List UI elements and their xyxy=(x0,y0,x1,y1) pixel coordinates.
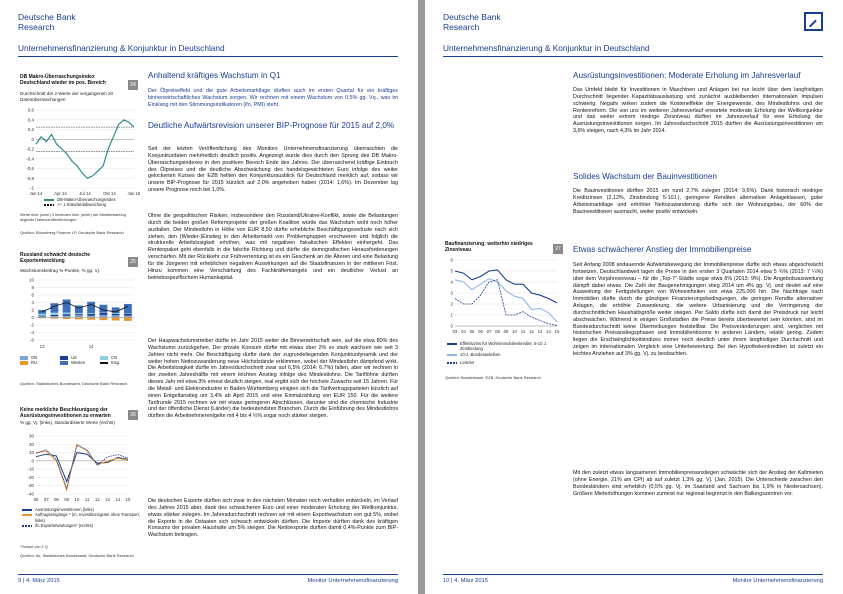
chart25-xtick-label: 14 xyxy=(88,344,94,349)
chart26-ytick-label: -30 xyxy=(27,483,34,489)
chart25-bar-ru xyxy=(112,318,120,321)
chart25-bar-westen xyxy=(87,302,95,313)
chart26-ytick-label: 0 xyxy=(31,458,34,464)
chart26-legend-2: Auftragseingänge * (m. Investitionsgüter ohne Transport, links) xyxy=(35,512,140,523)
chart26-xtick-label: 08 xyxy=(54,497,59,502)
chart24-number: 24 xyxy=(128,80,138,90)
footer-rule xyxy=(18,574,398,575)
chart26-ytick-label: -20 xyxy=(27,474,34,480)
heading-gdp-forecast: Deutliche Aufwärtsrevision unserer BIP-Prognose für 2015 auf 2,0% xyxy=(148,121,395,130)
chart25-bar-cn xyxy=(38,314,46,316)
chart27-ytick-label: 1 xyxy=(450,312,453,318)
chart25-number: 25 xyxy=(128,257,138,267)
chart27-ytick-label: 3 xyxy=(450,290,453,296)
chart25-ytick-label: 10 xyxy=(28,277,34,283)
chart26-subtitle: % gg. Vj. (links), standardisierte Werte (rechts) xyxy=(20,420,115,425)
chart25-ytick-label: 2 xyxy=(31,307,34,313)
chart27-xticks xyxy=(453,329,560,334)
chart27-svg xyxy=(441,256,565,336)
chart25-bar-ru xyxy=(50,318,58,319)
chart24-xtick-label: Jan 15 xyxy=(127,191,140,196)
heading-growth-q1: Anhaltend kräftiges Wachstum in Q1 xyxy=(148,71,281,80)
deutsche-bank-logo-icon xyxy=(804,12,823,31)
chart24-legend-2: +/- 1 Standardabweichung xyxy=(57,202,107,208)
paragraph-forecast: Seit der letzten Veröffentlichung des Monitors Unternehmensfinanzierung überraschten die Konjunkturdaten mehrheitlich deutlich positiv. Angezeigt wurde dies durch den Sprung des DB Makro-Überraschungsindexes in den positiven Bereich Ende des Jahres. Der überraschend kräftige Einbruch des Ölpreises und die deutliche Abschwächung des handelsgewichteten Euro infolge des weiter gelockerten Kurses der EZB hellten den Konjunkturausblick für Deutschland merklich auf, sodass wir unsere BIP-Prognose für 2015 kürzlich auf 2,0% angehoben haben (2014: 1,6%). Im Dezember lag unsere Prognose noch bei 1,0%. xyxy=(148,146,398,194)
chart27-legend-1: Effektivzins für Wohnimmobilienkredite, 5-10 J. Zinsbindung xyxy=(460,341,547,352)
chart25-bar-cn xyxy=(112,313,120,314)
paragraph-real-estate: Seit Anfang 2008 andauernde Aufwärtsbewegung der Immobilienpreise dürfte sich etwas abgeschwächt fortsetzen. Deutschlandweit lagen die Preise in den ersten 3 Quartalen 2014 etwa 5 ¾% (2013: 7 ¼%) über dem Vorjahresniveau – für die „Top-7“-Städte sogar etwa 6% (2013: 9%). Die Angebotsausweitung dämpft dabei etwas. Die Zahl der Baugenehmigungen stieg 2014 um 4% gg. Vj. und deutet auf eine Ausweitung der Fertigstellungen von Wohneinheiten von etwa 225.000 hin. Die Nachfrage nach Immobilien dürfte durch die günstigen Finanzierungsbedingungen, die geringen Rendite alternativer Anlagen, die erhöhte Zuwanderung, die weitere Urbanisierung und die Verringerung der durchschnittlichen Haushaltsgröße weiter steigen. Per Saldo dürfte sich damit der Preisdruck nur leicht abschwächen. Während in einigen Großstädten die Preise bereits überbewertet sein könnten, sind im Bundesdurchschnitt keine Übertreibungen feststellbar. Die Preisveränderungen sind, verglichen mit historischen Preisanstiegsphasen und Immobilienbooms in anderen Ländern, relativ gering. Zudem liegen die Erschwinglichkeitsindizes immer noch deutlich unter ihrem langfristigen Durchschnitt und zeigen im internationalen Vergleich eine Unterbewertung. Bei den Hypothekenkrediten ist zuletzt ein leichtes Anziehen auf 3% gg. Vj. zu beobachten. xyxy=(573,262,823,357)
chart27-xtick-label: 15 xyxy=(554,329,560,334)
brand-subname: Research xyxy=(18,22,55,32)
chart25-bar-gb xyxy=(87,316,95,318)
chart26-ifo-line xyxy=(36,445,128,488)
chart26-source: Quellen: ifo, Statistisches Bundesamt, Deutsche Bank Research xyxy=(20,553,134,558)
chart24-xtick-label: Apr 14 xyxy=(54,191,67,196)
chart24-note: Werte über (unter) 0 bedeuten über (unter) der Markterwartung liegende Datenveröffentlichungen xyxy=(20,213,126,222)
chart25-bar-cn xyxy=(87,313,95,314)
chart25-bar-gb xyxy=(112,315,120,317)
chart24-ytick-label: -0,8 xyxy=(26,175,34,181)
chart27-xtick-label: 03 xyxy=(452,329,458,334)
chart27-legend-2: 10-J. Bundesanleihen xyxy=(460,351,501,357)
chart25-xtick-label: 13 xyxy=(39,344,45,349)
chart27-policy-rate-line xyxy=(455,280,557,326)
chart27-ytick-label: 5 xyxy=(450,268,453,274)
chart25-bar-gb xyxy=(99,315,107,318)
chart25-bar-us xyxy=(112,314,120,316)
chart25-svg xyxy=(16,276,140,352)
chart25-bar-gb xyxy=(38,316,46,317)
chart25-bar-us xyxy=(99,313,107,315)
chart27-xtick-label: 13 xyxy=(537,329,543,334)
chart25-ytick-label: 0 xyxy=(31,315,34,320)
chart25-bar-westen xyxy=(63,300,71,313)
chart25-legend-item: CN xyxy=(100,355,140,360)
chart27-xtick-label: 10 xyxy=(512,329,517,334)
footer-right xyxy=(443,578,823,584)
chart25-bar-ru xyxy=(63,318,71,320)
chart26-yticks xyxy=(27,434,128,497)
chart25-bar-us xyxy=(50,315,58,316)
chart25-bar-us xyxy=(63,314,71,316)
chart25-bar-westen xyxy=(124,304,132,313)
chart25-bar-us xyxy=(38,316,46,317)
header-rule xyxy=(18,56,398,57)
chart27-xtick-label: 07 xyxy=(486,329,492,334)
chart25-ytick-label: 6 xyxy=(31,292,34,298)
chart27-xtick-label: 14 xyxy=(546,329,551,334)
paragraph-rents: Mit den zuletzt etwas langsameren Immobilienpreisanstiegen schwächte sich der Anstieg der Kaltmieten (ohne Energie, 21% am CPI) ab auf zuletzt 1,3% gg. Vj. (Jan. 2015). Die Unterschiede zwischen den Bundesländern sind erheblich (0,5% gg. Vj. im Saarland und Sachsen bis 1,9% in Niedersachsen). Größere Mieterhöhungen kommen zumeist nur regional begrenzt in den Ballungszentren vor. xyxy=(573,470,823,497)
chart27-legend-3: Leitzins xyxy=(460,360,475,366)
chart24-ytick-label: -0,6 xyxy=(26,166,34,171)
chart25-legend-item: RU xyxy=(20,360,60,365)
paragraph-domestic: Der Haupwachstumstreiber dürfte im Jahr 2015 weiter die Binnenwirtschaft sein, auf die etwa 80% des Wachstums zurückgehen. Der private Konsum dürfte mit etwas über 2% so stark wachsen wie seit 3 Jahren nicht mehr. Die Beschäftigung dürfte dank der zugrundeliegenden Konjunkturdynamik und der weiter hohen Nettozuwanderung neue Höchststände erklimmen, wobei der Mindestlohn dämpfend wirkt. Die Arbeitslosigkeit dürfte im Jahresdurchschnitt zwar auf 6,5% (2014: 6,7%) fallen, aber wir rechnen in der zweiten Jahreshälfte mit einem leichten Anstieg infolge des Mindestlohns. Die Tariflöhne dürften dieses Jahr mit etwa 3% erneut deutlich steigen, real ergibt sich der höchste Zuwachs seit 15 Jahren. Für die Metall- und Elektroindustrie in Baden-Württemberg einigten sich die Tarifvertragsparteien kürzlich auf einen Entgeltanstieg um 3,4% ab April 2015 und eine Einmalzahlung von EUR 150. Für die weitere Tarifrunde 2015 rechnen wir mit etwas geringeren Abschlüssen, darunter sind die chemische Industrie und der öffentliche Dienst (Länder) die bedeutendsten Branchen. Durch die Einführung des Mindestlohns dürften die Arbeitnehmerentgelte mit 4 bis 4 ½% sogar noch stärker steigen. xyxy=(148,338,398,420)
chart26-xticks xyxy=(34,497,131,502)
chart25-bar-ru xyxy=(87,318,95,320)
chart25-legend-item: GB xyxy=(20,355,60,360)
chart27-xtick-label: 06 xyxy=(478,329,483,334)
footer-left xyxy=(18,578,398,584)
chart26-ytick-label: 20 xyxy=(28,441,34,447)
chart24-subtitle: Durchschnitt der z-Werte der vergangenen 20 Datenüberraschungen xyxy=(20,91,114,102)
chart26-legend-3: ifo Exporterwartungen* (rechts) xyxy=(35,523,93,529)
chart25-bar-cn xyxy=(75,313,83,314)
chart24-ytick-label: -0,2 xyxy=(26,146,34,152)
chart25-legend-item: Westen xyxy=(60,360,100,365)
chart25-legend-item: US xyxy=(60,355,100,360)
page-left xyxy=(0,0,418,594)
chart24-ytick-label: 0,6 xyxy=(27,107,34,113)
chart27-xtick-label: 08 xyxy=(495,329,500,334)
chart27-legend xyxy=(447,341,565,366)
heading-construction: Solides Wachstum der Bauinvestitionen xyxy=(573,172,717,181)
chart26-ytick-label: 10 xyxy=(28,450,34,456)
chart27-ytick-label: 2 xyxy=(450,301,453,307)
page-number-right: 10 | 4. März 2015 xyxy=(443,578,489,584)
chart27-ytick-label: 0 xyxy=(450,323,453,329)
chart25-source: Quellen: Statistisches Bundesamt, Deutsche Bank Research xyxy=(20,381,128,386)
chart26-ytick-label: -10 xyxy=(27,466,34,472)
chart24-title: DB Makro-Überraschungsindex Deutschland wieder im pos. Bereich xyxy=(20,74,106,86)
chart26-xtick-label: 15 xyxy=(125,497,131,502)
chart27-xtick-label: 09 xyxy=(503,329,509,334)
chart24-xtick-label: Jan 14 xyxy=(29,191,43,196)
chart27-number: 27 xyxy=(553,244,563,254)
chart26-xtick-label: 11 xyxy=(84,497,90,502)
chart24-legend-1: DB-Makro-Überraschungsindex xyxy=(57,197,116,202)
chart27-ytick-label: 6 xyxy=(450,257,453,263)
chart25-xticks xyxy=(40,344,94,349)
chart26-xtick-label: 07 xyxy=(43,497,49,502)
chart25-bar-ru xyxy=(124,318,132,321)
paragraph-q1: Der Ölpreiseffekt und die gute Arbeitsmarktlage dürften auch im ersten Quartal für ein kräftiges binnenwirtschaftliches Wachstum sorgen. Wir rechnen mit einem Wachstum von 0,5% gg. Vq., was im Einklang mit den Stimmungsindikatoren (ifo, PMI) steht. xyxy=(148,88,398,108)
paragraph-construction: Die Bauinvestitionen dürften 2015 um rund 2,7% zulegen (2014: 3,6%). Dank historisch niedriger Kreditzinsen (2,12%, Zinsbindung 5-10J.), geringerer Renditen alternativer Anlageklassen, guter Arbeitsmarktlage und erhöhter Nettozuwanderung dürfte sich der Wohnungsbau, der 60% der Bauinvestitionen ausmacht, weiter positiv entwickeln. xyxy=(573,188,823,215)
publication-name-left: Monitor Unternehmensfinanzierung xyxy=(307,578,398,584)
chart25-subtitle: Wachstumsbeitrag %-Punkte, % gg. Vj. xyxy=(20,268,100,273)
page-number-left: 9 | 4. März 2015 xyxy=(18,578,60,584)
brand-name: Deutsche Bank xyxy=(18,12,76,22)
chart26-note: *Vorlauf von 1 Q. xyxy=(20,545,49,549)
chart25-title: Russland schwächt deutsche Exportentwicklung xyxy=(20,252,91,264)
chart25-bar-gb xyxy=(63,316,71,318)
chart27-ytick-label: 4 xyxy=(450,279,453,285)
chart24-xtick-label: Jul 14 xyxy=(79,191,91,196)
chart25-bar-ru xyxy=(99,318,107,321)
heading-equipment: Ausrüstungsinvestitionen: Moderate Erholung im Jahresverlauf xyxy=(573,71,801,80)
chart25-bar-cn xyxy=(50,313,58,315)
chart26-orders-line xyxy=(36,444,128,490)
page-right xyxy=(425,0,843,594)
chart26-xtick-label: 06 xyxy=(33,497,39,502)
chart26-xtick-label: 10 xyxy=(74,497,80,502)
chart24-ytick-label: 0 xyxy=(31,136,34,142)
brand-logo-text xyxy=(18,12,76,32)
chart27-xtick-label: 12 xyxy=(529,329,534,334)
chart25-ytick-label: -6 xyxy=(29,337,34,343)
chart25-legend-item: Insg. xyxy=(100,360,140,365)
chart25-bar-ru xyxy=(75,318,83,320)
chart26-legend-1: Ausrüstungsinvestitionen (links) xyxy=(35,507,94,512)
chart25-bar-gb xyxy=(75,315,83,317)
chart24-ytick-label: 0,4 xyxy=(27,117,34,123)
chart24-yticks xyxy=(26,108,134,191)
chart25-bar-us xyxy=(124,314,132,316)
chart27-mortgage-line xyxy=(455,270,557,303)
section-title-right: Unternehmensfinanzierung & Konjunktur in Deutschland xyxy=(443,43,650,53)
chart24-svg xyxy=(16,104,140,198)
brand-logo-text-right xyxy=(443,12,501,32)
chart26-xtick-label: 12 xyxy=(94,497,100,502)
paragraph-risks: Ohne die geopolitischen Risiken, insbesondere den Russland/Ukraine-Konflikt, sowie die Belastungen durch die beiden großen Reformprojekte der großen Koalition würde das Wachstum wohl noch höher ausfallen. Der Mindestlohn in Höhe von EUR 8,50 dürfte erhebliche Beschäftigungsverluste nach sich ziehen, den (Wieder-)Einstieg in den Arbeitsmarkt von Problemgruppen erschweren und folglich die strukturelle Arbeitslosigkeit erhöhen, was mit negativen fiskalischen Effekten einhergeht. Das Rentenpaket geht ebenfalls in die falsche Richtung und dürfte die demografischen Herausforderungen verschärfen. Mit der Rückkehr zur Frühverrentung ist es ein Geschenk an die Älteren und eine Belastung für die Jüngeren mit erheblichen negativen Auswirkungen auf die Staatsfinanzen in der mittleren Frist. Hinzu kommen eine Verschärfung des Fachkräftemangels und ein deutlicher Verlust an betriebsspezifischem Humankapital. xyxy=(148,213,398,281)
chart27-yticks xyxy=(450,258,557,329)
section-title: Unternehmensfinanzierung & Konjunktur in Deutschland xyxy=(18,43,225,53)
chart25-legend xyxy=(20,355,140,366)
paragraph-exports: Die deutschen Exporte dürften sich zwar in den nächsten Monaten noch verhalten entwickeln, im Verlauf des Jahres 2015 aber, dank des schwächeren Euro und einer moderaten Erholung der Weltkonjunktur, etwas stärker zulegen. Im Jahresdurchschnitt rechnen wir mit einem Exportwachstum von gut 5%, wobei die Exporte in die Ostaaten sich schwach entwickeln dürften. Die Importe dürften dank des kräftigen Konsums der privaten Haushalte um 5% steigen. Die Nettoexporte dürften damit 0,4%-Punkte zum BIP-Wachstum beitragen. xyxy=(148,498,398,539)
chart27-xtick-label: 05 xyxy=(469,329,475,334)
chart24-source: Quellen: Bloomberg Finance LP, Deutsche Bank Research xyxy=(20,230,124,235)
chart26-ytick-label: -40 xyxy=(27,491,34,497)
chart26-xtick-label: 09 xyxy=(64,497,70,502)
chart26-legend xyxy=(22,507,140,529)
chart25-ytick-label: -4 xyxy=(29,330,34,335)
chart26-xtick-label: 13 xyxy=(105,497,110,502)
publication-name-right: Monitor Unternehmensfinanzierung xyxy=(732,578,823,584)
chart24-ytick-label: -0,4 xyxy=(26,156,34,162)
brand-subname-right: Research xyxy=(443,22,480,32)
heading-real-estate: Etwas schwächerer Anstieg der Immobilienpreise xyxy=(573,245,752,254)
header-rule-right xyxy=(443,56,823,57)
chart25-bar-cn xyxy=(63,313,71,315)
chart25-bar-ru xyxy=(38,318,46,319)
brand-name-right: Deutsche Bank xyxy=(443,12,501,22)
chart27-source: Quellen: Bundesbank, EZB, Deutsche Bank Research xyxy=(445,375,541,380)
chart26-svg xyxy=(16,432,140,504)
chart25-ytick-label: -2 xyxy=(29,322,34,328)
chart24-legend xyxy=(44,197,116,208)
chart25-bar-us xyxy=(87,314,95,316)
chart26-ytick-label: 30 xyxy=(28,433,34,439)
chart24-ytick-label: 0,2 xyxy=(27,127,34,132)
chart25-ytick-label: 4 xyxy=(31,300,34,305)
chart25-bar-us xyxy=(75,314,83,315)
chart25-bar-gb xyxy=(124,316,132,318)
chart25-ytick-label: 8 xyxy=(31,285,34,290)
chart26-number: 26 xyxy=(128,410,138,420)
chart26-title: Keine merkliche Beschleunigung der Ausrüstungsinvestitionen zu erwarten xyxy=(20,407,111,419)
chart27-xtick-label: 04 xyxy=(461,329,466,334)
paragraph-equipment: Das Umfeld bleibt für Investitionen in Maschinen und Anlagen bei nur leicht über dem langfristigen Durchschnitt liegender Kapazitätsauslastung und zunächst ausbleibenden internationalen Impulsen schwierig. Negativ wirken zudem die Kosteneffekte der Energiewende, des Mindestlohns und der Rentenreform. Die von uns im weiteren Jahresverlauf erwartete moderate Erholung der Weltkonjunktur und das weiter extrem niedrige Zinsniveau dürften im Jahresverlauf für eine Erholung der Ausrüstungsinvestitionen sorgen. Im Jahresdurchschnitt 2015 dürften die Ausrüstungsinvestitionen um 3,6% steigen, nach 4,3% im Jahr 2014. xyxy=(573,87,823,135)
footer-rule-right xyxy=(443,574,823,575)
chart27-title: Baufinanzierung: weiterhin niedriges Zinsniveau xyxy=(445,241,533,253)
chart24-xtick-label: Okt 14 xyxy=(103,191,116,196)
chart24-xticks xyxy=(30,191,140,196)
chart24-ytick-label: -1 xyxy=(29,185,34,191)
chart26-xtick-label: 14 xyxy=(115,497,121,502)
chart27-xtick-label: 11 xyxy=(520,329,526,334)
chart25-bar-gb xyxy=(50,316,58,318)
